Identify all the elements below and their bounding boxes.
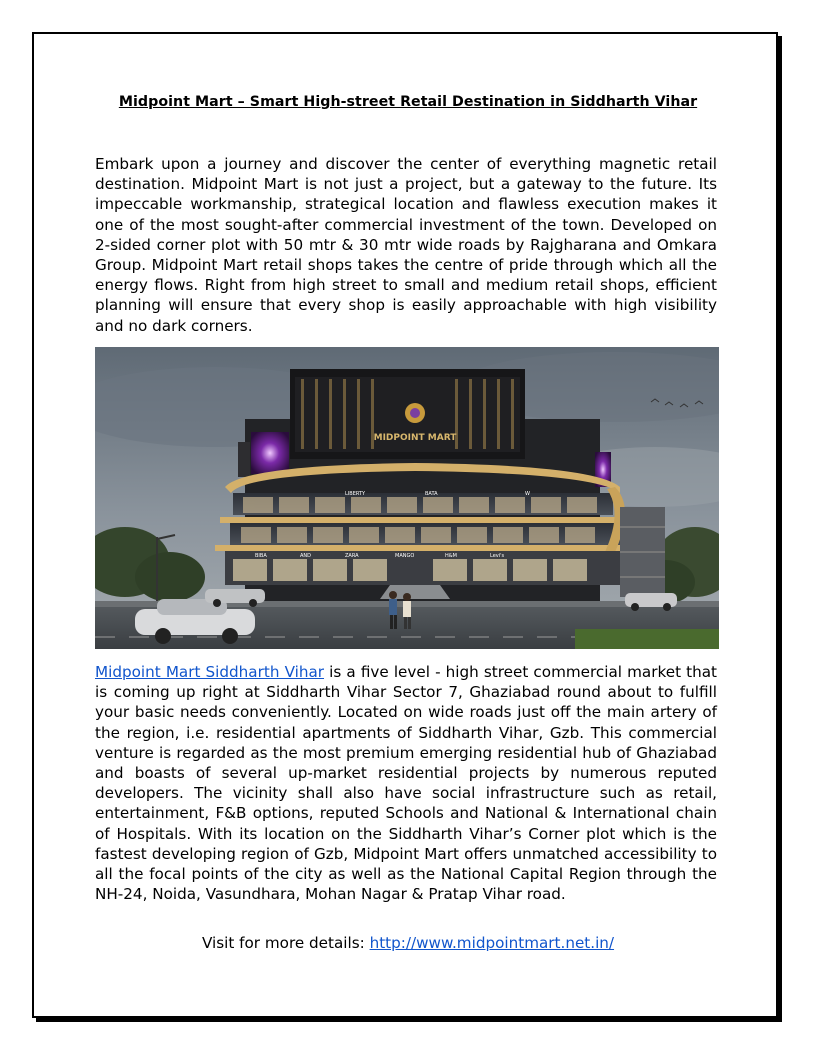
store-label: W: [525, 491, 530, 497]
store-label: LIBERTY: [345, 491, 366, 497]
building-render-image: [95, 347, 719, 649]
store-label: AND: [300, 553, 312, 559]
store-label: Levi's: [490, 553, 505, 559]
store-label: BATA: [425, 491, 438, 497]
store-label: ZARA: [345, 553, 359, 559]
document-title: Midpoint Mart – Smart High-street Retail Destination in Siddharth Vihar: [118, 94, 698, 110]
store-label: MANGO: [395, 553, 415, 559]
store-label: BIBA: [255, 553, 267, 559]
visit-label: Visit for more details:: [201, 934, 370, 952]
midpoint-mart-link[interactable]: Midpoint Mart Siddharth Vihar: [95, 663, 325, 681]
visit-line: [0, 934, 816, 952]
intro-paragraph: Embark upon a journey and discover the center of everything magnetic retail destination. Midpoint Mart is not just a project, but a gateway to the future. Its impeccable workmanship, strategical location and flawless execution makes it one of the most sought-after commercial investment of the town. Developed on 2-sided corner plot with 50 mtr & 30 mtr wide roads by Rajgharana and Omkara Group. Midpoint Mart retail shops takes the centre of pride through which all the energy flows. Right from high street to small and medium retail shops, efficient planning will ensure that every shop is easily approachable with high visibility and no dark corners.: [95, 155, 717, 335]
website-link[interactable]: http://www.midpointmart.net.in/: [369, 934, 615, 952]
building-sign-text: MIDPOINT MART: [373, 433, 457, 443]
store-label: H&M: [445, 553, 457, 559]
details-paragraph: [95, 662, 717, 904]
details-text: is a five level - high street commercial market that is coming up right at Siddharth Vihar Sector 7, Ghaziabad round about to fulfill your basic needs conveniently. Located on wide roads just off the main artery of the region, i.e. residential apartments of Siddharth Vihar, Gzb. This commercial venture is regarded as the most premium emerging residential hub of Ghaziabad and boasts of several up-market residential projects by numerous reputed developers. The vicinity shall also have social infrastructure such as retail, entertainment, F&B options, reputed Schools and National & International chain of Hospitals. With its location on the Siddharth Vihar’s Corner plot which is the fastest developing region of Gzb, Midpoint Mart offers unmatched accessibility to all the focal points of the city as well as the National Capital Region through the NH-24, Noida, Vasundhara, Mohan Nagar & Pratap Vihar road.: [95, 663, 717, 904]
